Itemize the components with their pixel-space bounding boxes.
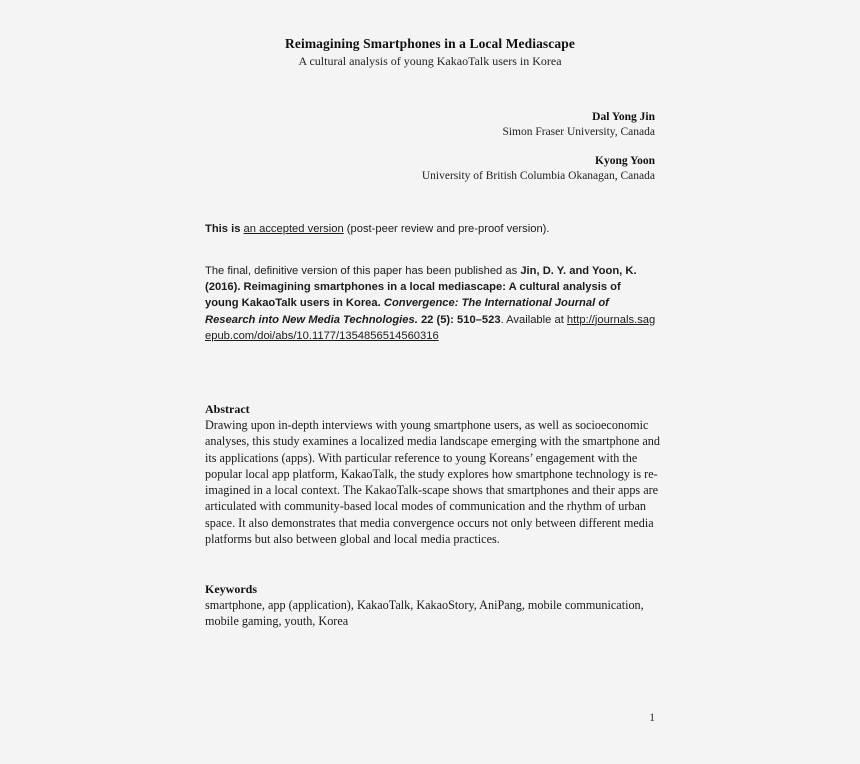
citation-volume-pages: 22 (5): 510–523 — [420, 313, 501, 326]
keywords-section — [205, 581, 660, 630]
page-title: Reimagining Smartphones in a Local Mediascape — [285, 36, 575, 51]
keywords-heading: Keywords — [205, 582, 257, 596]
author-affiliation: University of British Columbia Okanagan, Canada — [421, 170, 655, 182]
citation-journal: Convergence: The International Journal of Research into New Media Technologies. — [205, 297, 609, 326]
abstract-section — [205, 401, 660, 547]
citation-available: . Available at — [500, 313, 564, 326]
citation-block — [205, 263, 657, 344]
author-name: Dal Yong Jin — [592, 111, 655, 123]
author-name: Kyong Yoon — [595, 155, 655, 167]
version-notice-lead: This is — [205, 223, 241, 235]
title-block — [0, 36, 860, 69]
citation-intro: The final, definitive version of this paper has been published as — [205, 265, 518, 277]
author-affiliation: Simon Fraser University, Canada — [502, 126, 655, 138]
author-entry — [205, 154, 655, 184]
citation-authors: Jin, D. Y. and Yoon, K. (2016). Reimagining smartphones in a local mediascape: A cultural analysis of young KakaoTalk users in Korea. — [205, 265, 637, 310]
abstract-heading: Abstract — [205, 402, 250, 416]
abstract-body: Drawing upon in-depth interviews with young smartphone users, as well as socioeconomic analyses, this study examines a localized media landscape emerging with the smartphone and its applications (apps). With particular reference to young Koreans’ engagement with the popular local app platform, KakaoTalk, the study explores how smartphone technology is re-imagined in a local context. The KakaoTalk-scape shows that smartphones and their apps are articulated with community-based local modes of communication and the rhythm of urban space. It also demonstrates that media convergence occurs not only between different media platforms but also between global and local media practices. — [205, 418, 660, 547]
version-notice-tail: (post-peer review and pre-proof version). — [346, 223, 550, 235]
version-notice-underlined: an accepted version — [243, 223, 344, 235]
keywords-body: smartphone, app (application), KakaoTalk, KakaoStory, AniPang, mobile communication, mobile gaming, youth, Korea — [205, 598, 644, 629]
page-subtitle: A cultural analysis of young KakaoTalk users in Korea — [298, 54, 562, 68]
author-entry — [205, 110, 655, 140]
author-block — [205, 110, 655, 184]
page-number: 1 — [649, 712, 655, 724]
version-notice — [205, 221, 657, 237]
citation-doi-link[interactable]: http://journals.sagepub.com/doi/abs/10.1177/1354856514560316 — [205, 313, 656, 342]
